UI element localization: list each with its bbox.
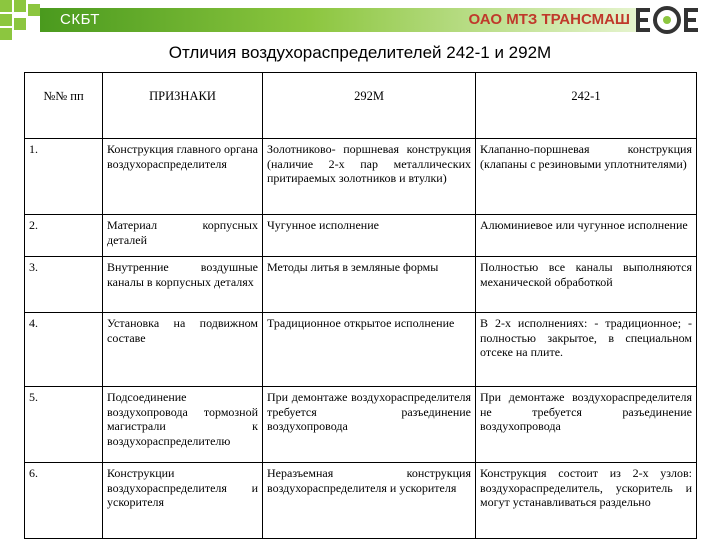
comparison-table [24, 72, 697, 539]
column-header-292m: 292М [263, 73, 476, 139]
table-header-row [25, 73, 697, 139]
table-row [25, 215, 697, 257]
row-feature: Конструкция главного органа воздухораспределителя [103, 139, 263, 215]
row-feature: Внутренние воздушные каналы в корпусных деталях [103, 257, 263, 313]
row-value-242-1: В 2-х исполнениях: - традиционное; - полностью закрытое, в специальном отсеке на плите. [476, 313, 697, 387]
table-row [25, 313, 697, 387]
row-value-292m: Золотниково- поршневая конструкция (наличие 2-х пар металлических притираемых золотников и втулки) [263, 139, 476, 215]
row-value-242-1: Клапанно-поршневая конструкция (клапаны с резиновыми уплотнителями) [476, 139, 697, 215]
column-header-number: №№ пп [25, 73, 103, 139]
row-value-292m: При демонтаже воздухораспределителя требуется разъединение воздухопровода [263, 387, 476, 463]
row-value-242-1: Полностью все каналы выполняются механической обработкой [476, 257, 697, 313]
row-value-292m: Традиционное открытое исполнение [263, 313, 476, 387]
slide-header [0, 0, 720, 40]
row-number: 4. [25, 313, 103, 387]
row-value-292m: Неразъемная конструкция воздухораспределителя и ускорителя [263, 463, 476, 539]
page-title: Отличия воздухораспределителей 242-1 и 292М [168, 43, 552, 62]
row-number: 2. [25, 215, 103, 257]
header-right-label: ОАО МТЗ ТРАНСМАШ [468, 11, 630, 28]
row-number: 5. [25, 387, 103, 463]
row-feature: Конструкции воздухораспределителя и ускорителя [103, 463, 263, 539]
row-value-292m: Методы литья в земляные формы [263, 257, 476, 313]
row-number: 6. [25, 463, 103, 539]
row-number: 1. [25, 139, 103, 215]
company-logo-icon [636, 6, 698, 34]
row-value-292m: Чугунное исполнение [263, 215, 476, 257]
row-feature: Материал корпусных деталей [103, 215, 263, 257]
row-number: 3. [25, 257, 103, 313]
table-row [25, 463, 697, 539]
row-feature: Подсоединение воздухопровода тормозной магистрали к воздухораспределителю [103, 387, 263, 463]
row-feature: Установка на подвижном составе [103, 313, 263, 387]
header-left-label: СКБТ [60, 11, 100, 28]
row-value-242-1: Конструкция состоит из 2-х узлов: воздухораспределитель, ускоритель и могут устанавливаться раздельно [476, 463, 697, 539]
column-header-242-1: 242-1 [476, 73, 697, 139]
table-row [25, 387, 697, 463]
column-header-features: ПРИЗНАКИ [103, 73, 263, 139]
row-value-242-1: При демонтаже воздухораспределителя не требуется разъединение воздухопровода [476, 387, 697, 463]
table-row [25, 257, 697, 313]
table-row [25, 139, 697, 215]
row-value-242-1: Алюминиевое или чугунное исполнение [476, 215, 697, 257]
